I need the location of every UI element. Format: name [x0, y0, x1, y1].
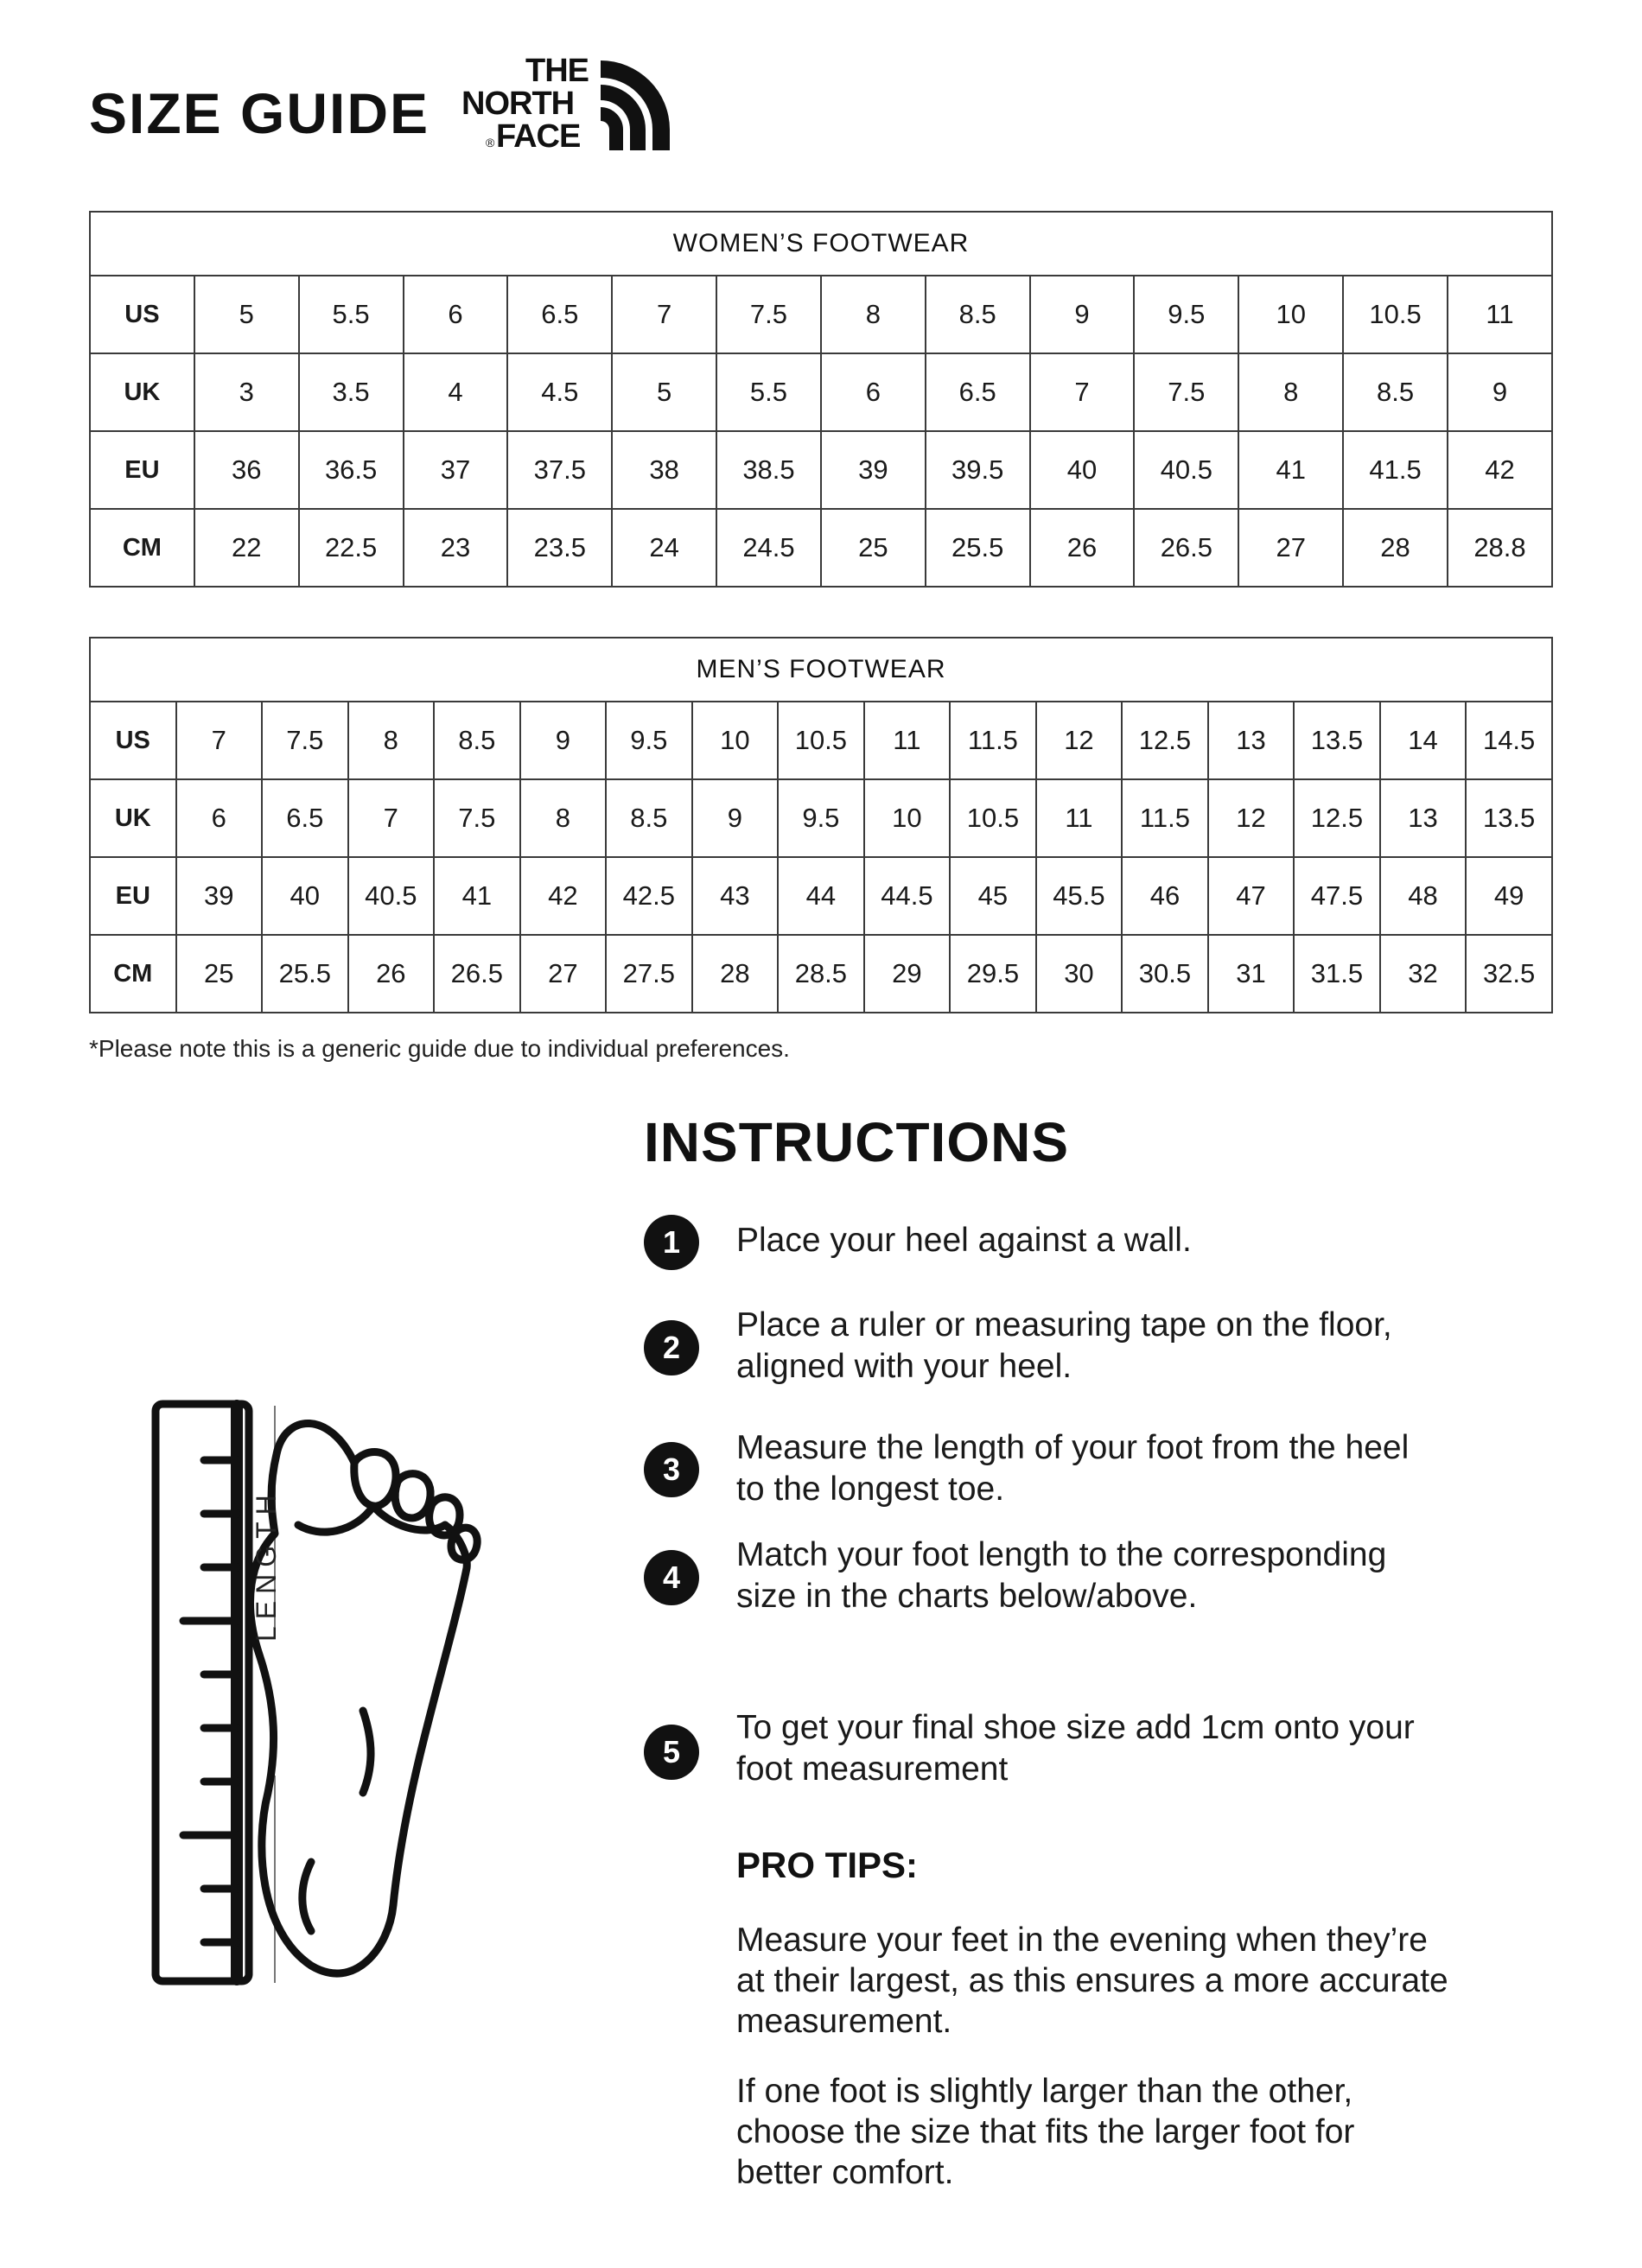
womens-size-cell: 6.5: [926, 353, 1030, 431]
womens-size-cell: 7: [612, 276, 716, 353]
foot-measurement-illustration: [147, 1395, 579, 1992]
step-2-line-2: aligned with your heel.: [736, 1348, 1072, 1385]
womens-size-cell: 40.5: [1134, 431, 1238, 509]
pro-tip-1-line-3: measurement.: [736, 2003, 952, 2040]
mens-row-us: [90, 702, 1552, 779]
mens-row-label: US: [90, 702, 176, 779]
step-1-badge: 1: [644, 1215, 699, 1270]
mens-size-cell: 41: [434, 857, 520, 935]
step-4-badge: 4: [644, 1550, 699, 1605]
womens-size-cell: 28: [1343, 509, 1448, 587]
mens-size-cell: 47: [1208, 857, 1295, 935]
mens-size-cell: 10.5: [950, 779, 1036, 857]
mens-size-cell: 10: [692, 702, 779, 779]
mens-size-cell: 32.5: [1466, 935, 1552, 1013]
womens-size-cell: 10.5: [1343, 276, 1448, 353]
mens-size-cell: 28.5: [778, 935, 864, 1013]
mens-size-cell: 29: [864, 935, 951, 1013]
mens-size-cell: 27.5: [606, 935, 692, 1013]
womens-size-cell: 38: [612, 431, 716, 509]
disclaimer-note: *Please note this is a generic guide due to individual preferences.: [89, 1035, 790, 1062]
womens-size-cell: 6: [821, 353, 926, 431]
mens-size-cell: 9.5: [606, 702, 692, 779]
brand-logo: [458, 52, 674, 154]
pro-tip-2-line-3: better comfort.: [736, 2154, 954, 2191]
womens-size-cell: 39.5: [926, 431, 1030, 509]
foot-outline-icon: [251, 1423, 478, 1973]
step-5-line-1: To get your final shoe size add 1cm onto your: [736, 1709, 1415, 1746]
mens-size-cell: 11: [864, 702, 951, 779]
mens-size-cell: 9: [692, 779, 779, 857]
mens-size-cell: 13: [1380, 779, 1467, 857]
mens-size-cell: 10.5: [778, 702, 864, 779]
mens-table-caption: MEN’S FOOTWEAR: [90, 638, 1552, 702]
logo-line-3: FACE: [496, 118, 581, 154]
step-5-line-2: foot measurement: [736, 1750, 1009, 1788]
womens-size-cell: 10: [1238, 276, 1343, 353]
mens-size-cell: 7.5: [434, 779, 520, 857]
womens-size-cell: 9: [1030, 276, 1135, 353]
womens-size-cell: 42: [1448, 431, 1552, 509]
mens-size-cell: 47.5: [1294, 857, 1380, 935]
mens-size-cell: 9.5: [778, 779, 864, 857]
step-4-line-1: Match your foot length to the corresponding: [736, 1536, 1387, 1573]
womens-row-cm: [90, 509, 1552, 587]
pro-tip-2-line-2: choose the size that fits the larger foot for: [736, 2113, 1355, 2150]
womens-size-cell: 24: [612, 509, 716, 587]
womens-size-cell: 4.5: [507, 353, 612, 431]
mens-size-cell: 12.5: [1122, 702, 1208, 779]
mens-size-cell: 30: [1036, 935, 1123, 1013]
womens-size-cell: 41: [1238, 431, 1343, 509]
mens-row-label: UK: [90, 779, 176, 857]
step-3-line-1: Measure the length of your foot from the heel: [736, 1429, 1410, 1466]
mens-size-cell: 40.5: [348, 857, 435, 935]
mens-row-label: CM: [90, 935, 176, 1013]
womens-row-uk: [90, 353, 1552, 431]
womens-size-cell: 5.5: [716, 353, 821, 431]
mens-size-cell: 28: [692, 935, 779, 1013]
mens-size-cell: 13.5: [1466, 779, 1552, 857]
mens-size-cell: 39: [176, 857, 263, 935]
womens-size-cell: 5: [612, 353, 716, 431]
pro-tip-1-line-2: at their largest, as this ensures a more accurate: [736, 1962, 1448, 1999]
womens-size-cell: 8: [1238, 353, 1343, 431]
womens-size-table: [89, 211, 1553, 588]
womens-size-cell: 22: [194, 509, 299, 587]
step-3-line-2: to the longest toe.: [736, 1471, 1005, 1508]
logo-registered-mark: ®: [486, 136, 495, 149]
mens-size-cell: 44: [778, 857, 864, 935]
mens-size-cell: 46: [1122, 857, 1208, 935]
mens-size-cell: 49: [1466, 857, 1552, 935]
mens-size-cell: 7.5: [262, 702, 348, 779]
mens-size-cell: 14.5: [1466, 702, 1552, 779]
pro-tip-1-line-1: Measure your feet in the evening when they’re: [736, 1922, 1428, 1959]
mens-size-cell: 12: [1208, 779, 1295, 857]
ruler-icon: [156, 1404, 249, 1981]
mens-size-cell: 27: [520, 935, 607, 1013]
womens-size-cell: 4: [404, 353, 508, 431]
mens-size-cell: 12: [1036, 702, 1123, 779]
mens-size-cell: 30.5: [1122, 935, 1208, 1013]
mens-size-cell: 10: [864, 779, 951, 857]
womens-size-cell: 8.5: [1343, 353, 1448, 431]
womens-size-cell: 5: [194, 276, 299, 353]
womens-row-label: UK: [90, 353, 194, 431]
step-2-text: [736, 1305, 1557, 1388]
logo-dome-icon: [601, 60, 670, 150]
logo-line-2: NORTH: [461, 86, 575, 122]
womens-size-cell: 37.5: [507, 431, 612, 509]
page-title: SIZE GUIDE: [89, 81, 430, 145]
pro-tips-title: PRO TIPS:: [736, 1845, 919, 1885]
womens-size-cell: 9: [1448, 353, 1552, 431]
womens-row-label: CM: [90, 509, 194, 587]
womens-size-cell: 24.5: [716, 509, 821, 587]
mens-size-cell: 8.5: [606, 779, 692, 857]
mens-size-cell: 42: [520, 857, 607, 935]
womens-size-cell: 8: [821, 276, 926, 353]
instructions-title: INSTRUCTIONS: [644, 1111, 1069, 1173]
mens-size-cell: 13: [1208, 702, 1295, 779]
womens-size-cell: 22.5: [299, 509, 404, 587]
womens-size-cell: 39: [821, 431, 926, 509]
mens-size-cell: 11: [1036, 779, 1123, 857]
womens-size-cell: 23.5: [507, 509, 612, 587]
mens-size-cell: 12.5: [1294, 779, 1380, 857]
mens-size-cell: 11.5: [1122, 779, 1208, 857]
womens-size-cell: 8.5: [926, 276, 1030, 353]
mens-row-uk: [90, 779, 1552, 857]
womens-size-cell: 11: [1448, 276, 1552, 353]
mens-size-cell: 25.5: [262, 935, 348, 1013]
womens-size-cell: 26.5: [1134, 509, 1238, 587]
mens-size-cell: 14: [1380, 702, 1467, 779]
womens-row-label: EU: [90, 431, 194, 509]
womens-size-cell: 6.5: [507, 276, 612, 353]
pro-tip-2: [736, 2071, 1566, 2193]
step-4-line-2: size in the charts below/above.: [736, 1578, 1198, 1615]
womens-size-cell: 37: [404, 431, 508, 509]
womens-size-cell: 38.5: [716, 431, 821, 509]
womens-size-cell: 25: [821, 509, 926, 587]
mens-size-cell: 44.5: [864, 857, 951, 935]
womens-size-cell: 28.8: [1448, 509, 1552, 587]
pro-tip-2-line-1: If one foot is slightly larger than the other,: [736, 2073, 1353, 2110]
step-5-text: [736, 1707, 1557, 1790]
mens-size-cell: 6.5: [262, 779, 348, 857]
womens-size-cell: 5.5: [299, 276, 404, 353]
mens-size-cell: 26.5: [434, 935, 520, 1013]
mens-size-cell: 31.5: [1294, 935, 1380, 1013]
mens-size-cell: 7: [348, 779, 435, 857]
womens-row-us: [90, 276, 1552, 353]
mens-size-cell: 26: [348, 935, 435, 1013]
mens-size-cell: 45.5: [1036, 857, 1123, 935]
womens-size-cell: 3.5: [299, 353, 404, 431]
womens-size-cell: 7: [1030, 353, 1135, 431]
mens-size-cell: 31: [1208, 935, 1295, 1013]
womens-size-cell: 27: [1238, 509, 1343, 587]
womens-size-cell: 9.5: [1134, 276, 1238, 353]
womens-size-cell: 36: [194, 431, 299, 509]
womens-size-cell: 6: [404, 276, 508, 353]
step-3-text: [736, 1427, 1557, 1510]
mens-size-cell: 25: [176, 935, 263, 1013]
step-2-badge: 2: [644, 1320, 699, 1375]
mens-size-cell: 13.5: [1294, 702, 1380, 779]
mens-size-cell: 6: [176, 779, 263, 857]
step-5-badge: 5: [644, 1725, 699, 1780]
mens-size-cell: 40: [262, 857, 348, 935]
mens-size-cell: 7: [176, 702, 263, 779]
womens-size-cell: 7.5: [1134, 353, 1238, 431]
pro-tip-1: [736, 1920, 1566, 2042]
mens-row-cm: [90, 935, 1552, 1013]
womens-size-cell: 40: [1030, 431, 1135, 509]
mens-size-cell: 42.5: [606, 857, 692, 935]
womens-row-label: US: [90, 276, 194, 353]
mens-size-cell: 48: [1380, 857, 1467, 935]
womens-table-caption: WOMEN’S FOOTWEAR: [90, 212, 1552, 276]
mens-size-table: [89, 637, 1553, 1013]
womens-size-cell: 7.5: [716, 276, 821, 353]
mens-size-cell: 8.5: [434, 702, 520, 779]
womens-size-cell: 26: [1030, 509, 1135, 587]
mens-row-label: EU: [90, 857, 176, 935]
mens-size-cell: 29.5: [950, 935, 1036, 1013]
mens-size-cell: 32: [1380, 935, 1467, 1013]
logo-line-1: THE: [525, 53, 589, 89]
womens-size-cell: 23: [404, 509, 508, 587]
step-1-line-1: Place your heel against a wall.: [736, 1222, 1192, 1259]
mens-size-cell: 8: [520, 779, 607, 857]
womens-size-cell: 41.5: [1343, 431, 1448, 509]
step-3-badge: 3: [644, 1442, 699, 1497]
womens-size-cell: 36.5: [299, 431, 404, 509]
step-2-line-1: Place a ruler or measuring tape on the floor,: [736, 1306, 1392, 1344]
length-label: LENGTH: [251, 1488, 282, 1642]
mens-size-cell: 43: [692, 857, 779, 935]
step-1-text: [736, 1220, 1557, 1261]
step-4-text: [736, 1534, 1557, 1617]
womens-size-cell: 25.5: [926, 509, 1030, 587]
mens-size-cell: 11.5: [950, 702, 1036, 779]
womens-size-cell: 3: [194, 353, 299, 431]
mens-size-cell: 45: [950, 857, 1036, 935]
mens-size-cell: 8: [348, 702, 435, 779]
mens-size-cell: 9: [520, 702, 607, 779]
womens-row-eu: [90, 431, 1552, 509]
mens-row-eu: [90, 857, 1552, 935]
